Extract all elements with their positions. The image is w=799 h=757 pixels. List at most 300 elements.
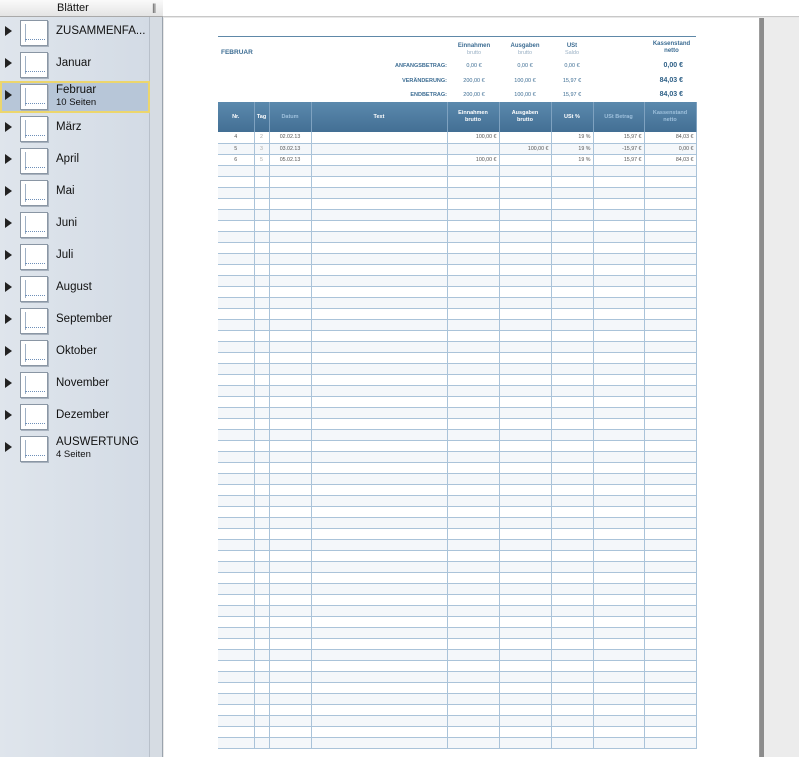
table-cell[interactable] bbox=[218, 374, 254, 385]
table-cell[interactable] bbox=[311, 495, 447, 506]
table-cell[interactable] bbox=[311, 187, 447, 198]
table-cell[interactable] bbox=[218, 165, 254, 176]
table-cell[interactable] bbox=[254, 407, 269, 418]
table-cell[interactable] bbox=[447, 374, 499, 385]
column-header[interactable] bbox=[447, 102, 499, 132]
table-cell[interactable]: 84,03 € bbox=[644, 154, 696, 165]
table-cell[interactable] bbox=[254, 209, 269, 220]
table-cell[interactable] bbox=[254, 726, 269, 737]
table-cell[interactable] bbox=[254, 451, 269, 462]
table-cell[interactable] bbox=[218, 528, 254, 539]
table-cell[interactable] bbox=[499, 396, 551, 407]
table-cell[interactable] bbox=[269, 638, 311, 649]
table-cell[interactable] bbox=[311, 594, 447, 605]
table-cell[interactable] bbox=[499, 176, 551, 187]
table-cell[interactable] bbox=[499, 506, 551, 517]
sheet-item[interactable] bbox=[0, 145, 150, 177]
table-cell[interactable] bbox=[499, 539, 551, 550]
table-cell[interactable] bbox=[644, 605, 696, 616]
table-cell[interactable] bbox=[593, 627, 644, 638]
table-cell[interactable] bbox=[269, 374, 311, 385]
table-cell[interactable] bbox=[254, 253, 269, 264]
table-cell[interactable] bbox=[269, 660, 311, 671]
table-cell[interactable] bbox=[311, 374, 447, 385]
table-cell[interactable]: 05.02.13 bbox=[269, 154, 311, 165]
table-cell[interactable] bbox=[644, 165, 696, 176]
table-cell[interactable] bbox=[447, 275, 499, 286]
table-cell[interactable] bbox=[311, 385, 447, 396]
table-cell[interactable] bbox=[269, 319, 311, 330]
table-cell[interactable] bbox=[254, 506, 269, 517]
table-cell[interactable] bbox=[254, 264, 269, 275]
table-cell[interactable] bbox=[499, 517, 551, 528]
table-cell[interactable] bbox=[499, 253, 551, 264]
table-cell[interactable] bbox=[644, 649, 696, 660]
table-cell[interactable] bbox=[311, 352, 447, 363]
table-cell[interactable] bbox=[218, 506, 254, 517]
table-cell[interactable] bbox=[499, 231, 551, 242]
table-cell[interactable] bbox=[644, 616, 696, 627]
table-cell[interactable] bbox=[311, 693, 447, 704]
table-cell[interactable] bbox=[499, 484, 551, 495]
column-header[interactable] bbox=[311, 102, 447, 132]
table-cell[interactable] bbox=[254, 330, 269, 341]
table-cell[interactable] bbox=[499, 429, 551, 440]
table-cell[interactable]: -15,97 € bbox=[593, 143, 644, 154]
table-cell[interactable] bbox=[218, 627, 254, 638]
table-cell[interactable] bbox=[254, 385, 269, 396]
table-cell[interactable] bbox=[218, 418, 254, 429]
table-cell[interactable] bbox=[644, 407, 696, 418]
table-cell[interactable] bbox=[499, 605, 551, 616]
table-cell[interactable] bbox=[644, 231, 696, 242]
disclosure-triangle-icon[interactable] bbox=[5, 122, 12, 132]
table-cell[interactable] bbox=[311, 209, 447, 220]
table-cell[interactable] bbox=[499, 693, 551, 704]
table-cell[interactable] bbox=[311, 660, 447, 671]
table-cell[interactable] bbox=[254, 616, 269, 627]
table-cell[interactable] bbox=[254, 671, 269, 682]
table-cell[interactable] bbox=[551, 407, 593, 418]
table-cell[interactable] bbox=[593, 715, 644, 726]
table-cell[interactable] bbox=[311, 341, 447, 352]
table-cell[interactable] bbox=[269, 726, 311, 737]
sheet-item[interactable] bbox=[0, 337, 150, 369]
table-cell[interactable] bbox=[644, 539, 696, 550]
table-cell[interactable] bbox=[311, 231, 447, 242]
table-cell[interactable] bbox=[254, 396, 269, 407]
table-cell[interactable] bbox=[593, 407, 644, 418]
table-cell[interactable] bbox=[254, 198, 269, 209]
table-cell[interactable] bbox=[593, 319, 644, 330]
table-cell[interactable] bbox=[551, 737, 593, 748]
table-cell[interactable] bbox=[447, 165, 499, 176]
table-cell[interactable] bbox=[499, 374, 551, 385]
table-cell[interactable] bbox=[447, 539, 499, 550]
table-cell[interactable] bbox=[644, 594, 696, 605]
table-cell[interactable] bbox=[593, 671, 644, 682]
table-cell[interactable] bbox=[269, 264, 311, 275]
table-cell[interactable] bbox=[254, 550, 269, 561]
table-cell[interactable] bbox=[593, 352, 644, 363]
table-cell[interactable] bbox=[593, 682, 644, 693]
table-cell[interactable] bbox=[551, 649, 593, 660]
disclosure-triangle-icon[interactable] bbox=[5, 186, 12, 196]
table-cell[interactable] bbox=[499, 198, 551, 209]
table-cell[interactable] bbox=[269, 550, 311, 561]
table-cell[interactable] bbox=[447, 308, 499, 319]
table-cell[interactable] bbox=[644, 693, 696, 704]
sheet-item[interactable] bbox=[0, 49, 150, 81]
table-cell[interactable] bbox=[254, 594, 269, 605]
table-cell[interactable] bbox=[551, 594, 593, 605]
table-cell[interactable] bbox=[551, 715, 593, 726]
table-cell[interactable] bbox=[269, 286, 311, 297]
table-cell[interactable] bbox=[254, 473, 269, 484]
table-cell[interactable] bbox=[447, 176, 499, 187]
table-cell[interactable] bbox=[254, 352, 269, 363]
table-cell[interactable] bbox=[269, 220, 311, 231]
table-cell[interactable] bbox=[593, 429, 644, 440]
table-cell[interactable] bbox=[499, 451, 551, 462]
table-cell[interactable] bbox=[269, 484, 311, 495]
table-cell[interactable] bbox=[311, 726, 447, 737]
table-cell[interactable] bbox=[644, 363, 696, 374]
table-cell[interactable] bbox=[447, 187, 499, 198]
table-cell[interactable] bbox=[311, 286, 447, 297]
table-cell[interactable] bbox=[593, 451, 644, 462]
table-cell[interactable] bbox=[593, 176, 644, 187]
table-cell[interactable] bbox=[254, 187, 269, 198]
table-cell[interactable] bbox=[218, 308, 254, 319]
table-cell[interactable] bbox=[269, 517, 311, 528]
table-cell[interactable] bbox=[254, 176, 269, 187]
table-cell[interactable] bbox=[269, 363, 311, 374]
table-cell[interactable] bbox=[447, 594, 499, 605]
table-cell[interactable] bbox=[644, 308, 696, 319]
table-cell[interactable]: 100,00 € bbox=[447, 132, 499, 143]
table-cell[interactable] bbox=[644, 484, 696, 495]
table-cell[interactable] bbox=[311, 484, 447, 495]
table-cell[interactable] bbox=[447, 693, 499, 704]
table-cell[interactable] bbox=[551, 671, 593, 682]
column-header[interactable] bbox=[593, 102, 644, 132]
table-cell[interactable] bbox=[218, 495, 254, 506]
table-cell[interactable] bbox=[644, 638, 696, 649]
table-cell[interactable] bbox=[644, 253, 696, 264]
table-cell[interactable] bbox=[218, 187, 254, 198]
table-cell[interactable]: 03.02.13 bbox=[269, 143, 311, 154]
table-cell[interactable] bbox=[254, 561, 269, 572]
table-cell[interactable] bbox=[499, 220, 551, 231]
table-cell[interactable] bbox=[447, 550, 499, 561]
table-cell[interactable] bbox=[593, 165, 644, 176]
column-header[interactable] bbox=[254, 102, 269, 132]
table-cell[interactable] bbox=[311, 143, 447, 154]
table-cell[interactable] bbox=[593, 605, 644, 616]
sidebar-splitter[interactable] bbox=[150, 17, 163, 757]
table-cell[interactable] bbox=[269, 275, 311, 286]
table-cell[interactable] bbox=[593, 737, 644, 748]
table-cell[interactable] bbox=[593, 330, 644, 341]
table-cell[interactable]: 100,00 € bbox=[447, 154, 499, 165]
table-cell[interactable] bbox=[447, 341, 499, 352]
table-cell[interactable] bbox=[311, 605, 447, 616]
table-cell[interactable] bbox=[311, 737, 447, 748]
table-cell[interactable] bbox=[593, 550, 644, 561]
table-cell[interactable] bbox=[447, 517, 499, 528]
table-cell[interactable] bbox=[269, 231, 311, 242]
table-cell[interactable] bbox=[218, 539, 254, 550]
table-cell[interactable] bbox=[447, 528, 499, 539]
table-cell[interactable] bbox=[218, 561, 254, 572]
table-cell[interactable] bbox=[269, 616, 311, 627]
table-cell[interactable] bbox=[593, 231, 644, 242]
table-cell[interactable] bbox=[218, 550, 254, 561]
table-cell[interactable] bbox=[311, 539, 447, 550]
table-cell[interactable] bbox=[254, 693, 269, 704]
sheet-item[interactable] bbox=[0, 209, 150, 241]
table-cell[interactable] bbox=[644, 528, 696, 539]
table-cell[interactable] bbox=[447, 363, 499, 374]
table-cell[interactable] bbox=[499, 737, 551, 748]
table-cell[interactable] bbox=[499, 363, 551, 374]
table-cell[interactable] bbox=[218, 484, 254, 495]
table-cell[interactable] bbox=[644, 726, 696, 737]
table-cell[interactable] bbox=[499, 594, 551, 605]
table-cell[interactable] bbox=[644, 451, 696, 462]
sheet-item[interactable] bbox=[0, 401, 150, 433]
disclosure-triangle-icon[interactable] bbox=[5, 346, 12, 356]
table-cell[interactable] bbox=[644, 242, 696, 253]
table-cell[interactable] bbox=[551, 308, 593, 319]
table-cell[interactable] bbox=[644, 737, 696, 748]
table-cell[interactable] bbox=[499, 264, 551, 275]
resize-grip-icon[interactable]: || bbox=[152, 3, 156, 14]
table-cell[interactable] bbox=[593, 660, 644, 671]
table-cell[interactable] bbox=[254, 495, 269, 506]
table-cell[interactable] bbox=[551, 495, 593, 506]
table-cell[interactable] bbox=[551, 638, 593, 649]
table-cell[interactable] bbox=[499, 660, 551, 671]
table-cell[interactable] bbox=[593, 638, 644, 649]
table-cell[interactable] bbox=[593, 264, 644, 275]
table-cell[interactable] bbox=[447, 704, 499, 715]
table-cell[interactable] bbox=[593, 704, 644, 715]
table-cell[interactable] bbox=[269, 473, 311, 484]
table-cell[interactable] bbox=[644, 352, 696, 363]
table-cell[interactable] bbox=[218, 594, 254, 605]
table-cell[interactable] bbox=[593, 253, 644, 264]
table-cell[interactable] bbox=[593, 363, 644, 374]
table-cell[interactable] bbox=[447, 682, 499, 693]
table-cell[interactable] bbox=[644, 264, 696, 275]
table-cell[interactable] bbox=[551, 616, 593, 627]
table-cell[interactable] bbox=[551, 396, 593, 407]
table-cell[interactable] bbox=[311, 451, 447, 462]
table-cell[interactable] bbox=[551, 176, 593, 187]
table-cell[interactable] bbox=[269, 198, 311, 209]
table-cell[interactable] bbox=[218, 517, 254, 528]
table-cell[interactable] bbox=[447, 451, 499, 462]
table-cell[interactable] bbox=[447, 495, 499, 506]
cash-book-table[interactable] bbox=[218, 102, 697, 749]
table-cell[interactable] bbox=[644, 418, 696, 429]
table-cell[interactable] bbox=[254, 319, 269, 330]
table-cell[interactable] bbox=[311, 154, 447, 165]
table-cell[interactable] bbox=[499, 671, 551, 682]
table-cell[interactable] bbox=[447, 583, 499, 594]
table-cell[interactable] bbox=[254, 297, 269, 308]
table-cell[interactable] bbox=[218, 330, 254, 341]
table-cell[interactable] bbox=[447, 198, 499, 209]
table-cell[interactable] bbox=[551, 517, 593, 528]
table-cell[interactable] bbox=[254, 572, 269, 583]
table-cell[interactable] bbox=[218, 583, 254, 594]
table-cell[interactable]: 5 bbox=[254, 154, 269, 165]
table-cell[interactable] bbox=[593, 275, 644, 286]
table-cell[interactable] bbox=[447, 473, 499, 484]
table-cell[interactable] bbox=[447, 264, 499, 275]
table-cell[interactable] bbox=[269, 165, 311, 176]
table-cell[interactable] bbox=[551, 363, 593, 374]
table-cell[interactable] bbox=[551, 473, 593, 484]
table-cell[interactable] bbox=[447, 462, 499, 473]
table-cell[interactable] bbox=[644, 286, 696, 297]
table-cell[interactable] bbox=[254, 638, 269, 649]
table-cell[interactable] bbox=[499, 407, 551, 418]
table-cell[interactable] bbox=[218, 275, 254, 286]
disclosure-triangle-icon[interactable] bbox=[5, 218, 12, 228]
table-cell[interactable] bbox=[644, 319, 696, 330]
table-cell[interactable] bbox=[644, 715, 696, 726]
table-cell[interactable] bbox=[311, 671, 447, 682]
table-cell[interactable] bbox=[551, 286, 593, 297]
table-cell[interactable] bbox=[218, 605, 254, 616]
table-cell[interactable] bbox=[218, 198, 254, 209]
table-cell[interactable] bbox=[269, 682, 311, 693]
table-cell[interactable] bbox=[218, 231, 254, 242]
table-cell[interactable] bbox=[644, 429, 696, 440]
table-cell[interactable]: 100,00 € bbox=[499, 143, 551, 154]
table-cell[interactable] bbox=[499, 352, 551, 363]
table-cell[interactable] bbox=[269, 352, 311, 363]
column-header[interactable] bbox=[218, 102, 254, 132]
table-cell[interactable] bbox=[269, 385, 311, 396]
table-cell[interactable] bbox=[499, 495, 551, 506]
table-cell[interactable] bbox=[254, 275, 269, 286]
table-cell[interactable] bbox=[644, 440, 696, 451]
table-cell[interactable] bbox=[447, 297, 499, 308]
table-cell[interactable] bbox=[447, 429, 499, 440]
table-cell[interactable] bbox=[311, 396, 447, 407]
sheet-item[interactable] bbox=[0, 241, 150, 273]
table-cell[interactable] bbox=[644, 495, 696, 506]
table-cell[interactable] bbox=[593, 539, 644, 550]
table-cell[interactable] bbox=[311, 297, 447, 308]
table-cell[interactable] bbox=[644, 506, 696, 517]
table-cell[interactable] bbox=[551, 341, 593, 352]
table-cell[interactable] bbox=[644, 462, 696, 473]
table-cell[interactable] bbox=[593, 341, 644, 352]
table-cell[interactable] bbox=[551, 187, 593, 198]
table-cell[interactable] bbox=[254, 660, 269, 671]
table-cell[interactable] bbox=[593, 495, 644, 506]
table-cell[interactable] bbox=[447, 671, 499, 682]
table-cell[interactable] bbox=[218, 297, 254, 308]
table-cell[interactable] bbox=[254, 627, 269, 638]
table-cell[interactable] bbox=[218, 209, 254, 220]
table-cell[interactable] bbox=[218, 385, 254, 396]
table-cell[interactable] bbox=[269, 407, 311, 418]
table-cell[interactable] bbox=[447, 330, 499, 341]
table-cell[interactable] bbox=[311, 715, 447, 726]
table-cell[interactable] bbox=[447, 572, 499, 583]
table-cell[interactable] bbox=[269, 627, 311, 638]
table-cell[interactable] bbox=[551, 264, 593, 275]
table-cell[interactable] bbox=[551, 385, 593, 396]
table-cell[interactable] bbox=[551, 660, 593, 671]
table-cell[interactable] bbox=[593, 517, 644, 528]
table-cell[interactable] bbox=[499, 385, 551, 396]
table-cell[interactable] bbox=[593, 308, 644, 319]
table-cell[interactable] bbox=[311, 198, 447, 209]
table-cell[interactable] bbox=[447, 396, 499, 407]
table-cell[interactable] bbox=[269, 451, 311, 462]
table-cell[interactable] bbox=[499, 704, 551, 715]
disclosure-triangle-icon[interactable] bbox=[5, 250, 12, 260]
table-cell[interactable] bbox=[269, 671, 311, 682]
table-cell[interactable]: 19 % bbox=[551, 132, 593, 143]
table-cell[interactable] bbox=[551, 528, 593, 539]
table-cell[interactable] bbox=[218, 396, 254, 407]
table-cell[interactable] bbox=[644, 660, 696, 671]
table-cell[interactable] bbox=[447, 231, 499, 242]
table-cell[interactable] bbox=[499, 627, 551, 638]
table-cell[interactable]: 2 bbox=[254, 132, 269, 143]
table-cell[interactable] bbox=[593, 220, 644, 231]
table-cell[interactable] bbox=[269, 418, 311, 429]
table-cell[interactable] bbox=[644, 275, 696, 286]
table-cell[interactable] bbox=[447, 242, 499, 253]
table-cell[interactable] bbox=[551, 242, 593, 253]
table-cell[interactable] bbox=[551, 198, 593, 209]
table-cell[interactable] bbox=[218, 286, 254, 297]
table-cell[interactable] bbox=[499, 209, 551, 220]
table-cell[interactable] bbox=[593, 572, 644, 583]
table-cell[interactable] bbox=[218, 671, 254, 682]
table-cell[interactable] bbox=[218, 352, 254, 363]
table-cell[interactable] bbox=[311, 220, 447, 231]
table-cell[interactable] bbox=[499, 682, 551, 693]
table-cell[interactable] bbox=[644, 561, 696, 572]
table-cell[interactable] bbox=[311, 253, 447, 264]
table-cell[interactable] bbox=[218, 253, 254, 264]
disclosure-triangle-icon[interactable] bbox=[5, 378, 12, 388]
table-cell[interactable] bbox=[254, 418, 269, 429]
table-cell[interactable] bbox=[593, 583, 644, 594]
table-cell[interactable] bbox=[269, 649, 311, 660]
table-cell[interactable] bbox=[593, 473, 644, 484]
table-cell[interactable] bbox=[311, 550, 447, 561]
table-cell[interactable] bbox=[499, 649, 551, 660]
table-cell[interactable] bbox=[447, 209, 499, 220]
table-cell[interactable] bbox=[499, 132, 551, 143]
table-cell[interactable] bbox=[254, 374, 269, 385]
table-cell[interactable] bbox=[551, 253, 593, 264]
table-cell[interactable] bbox=[218, 572, 254, 583]
table-cell[interactable] bbox=[254, 583, 269, 594]
